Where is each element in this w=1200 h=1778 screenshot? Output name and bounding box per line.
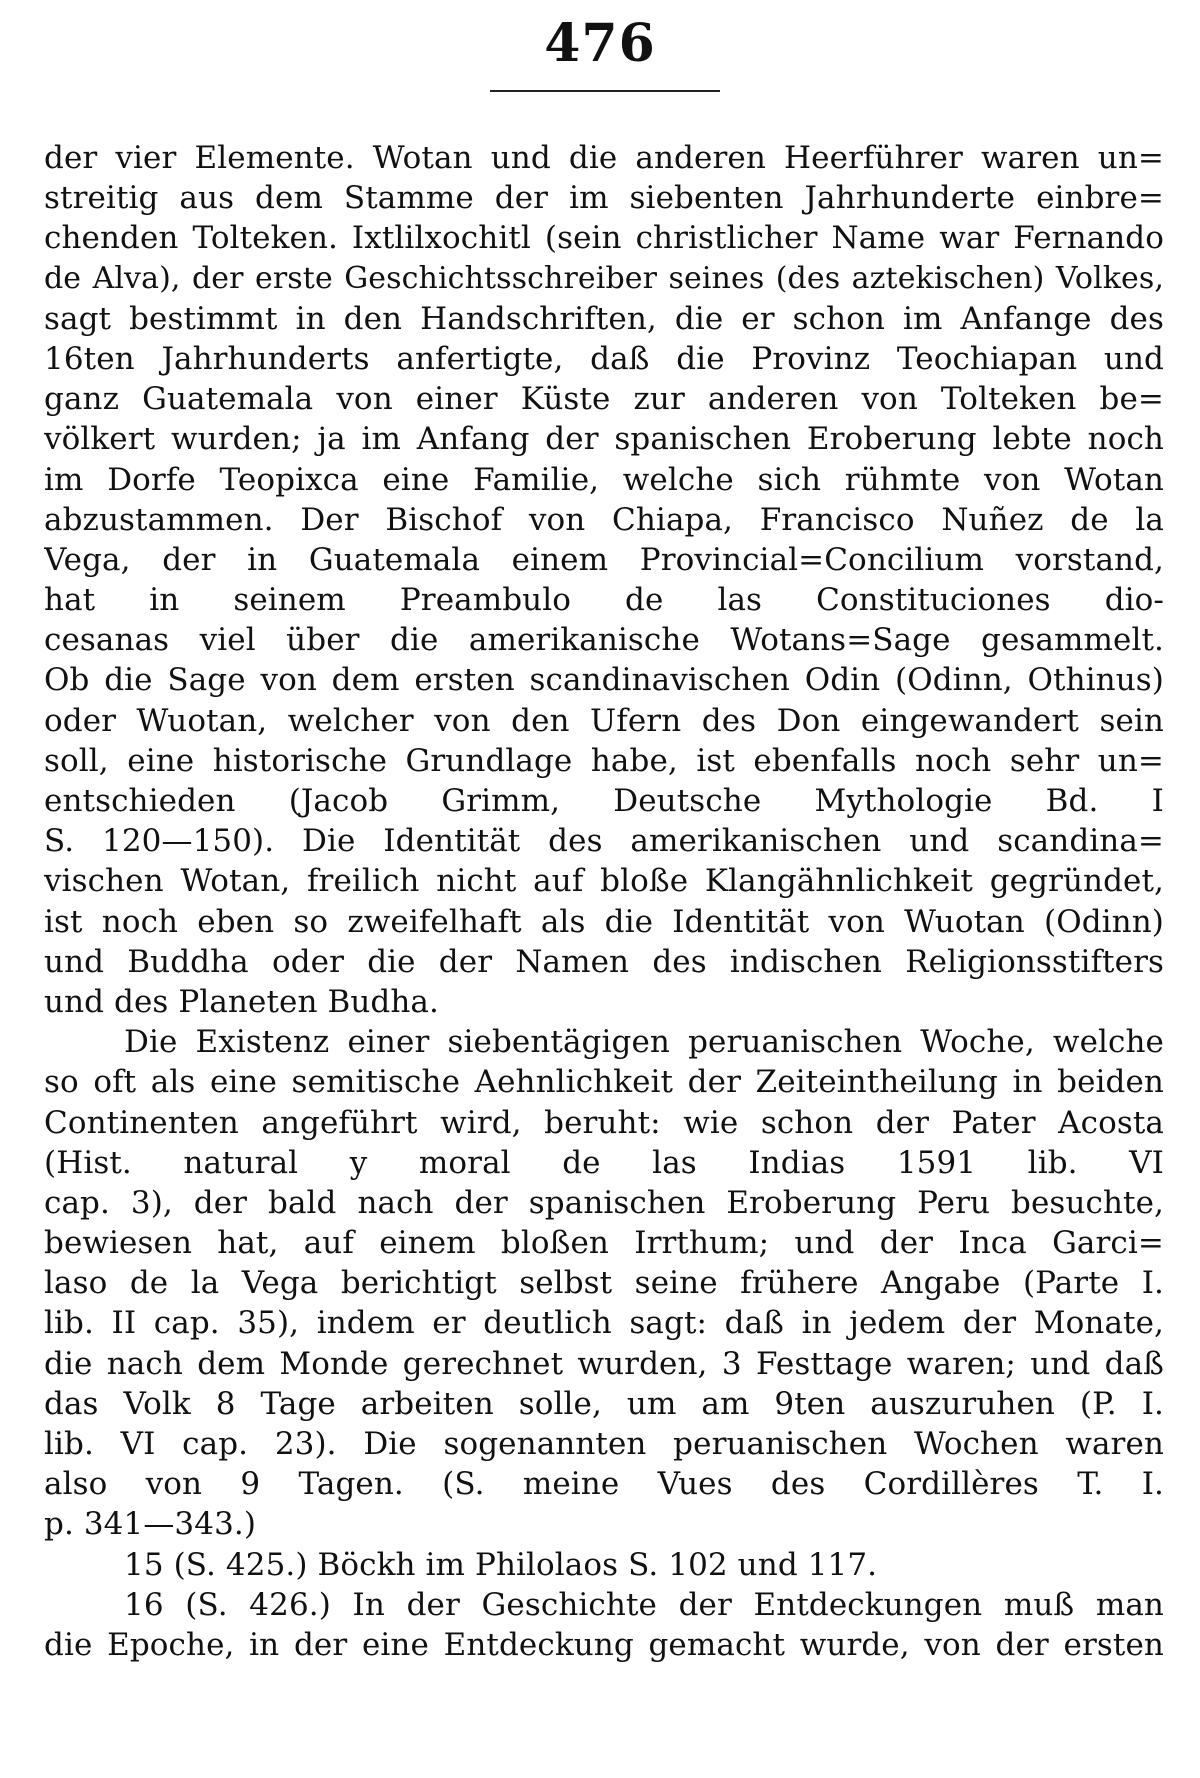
text-line: also von 9 Tagen. (S. meine Vues des Cordillères T. I. <box>44 1466 1164 1503</box>
text-line: der vier Elemente. Wotan und die anderen Heerführer waren un= <box>44 140 1164 176</box>
text-line: völkert wurden; ja im Anfang der spanischen Eroberung lebte noch <box>44 421 1164 458</box>
text-line: ist noch eben so zweifelhaft als die Identität von Wuotan (Odinn) <box>44 903 1164 940</box>
text-line: abzustammen. Der Bischof von Chiapa, Francisco Nuñez de la <box>44 501 1164 538</box>
text-line: Ob die Sage von dem ersten scandinavischen Odin (Odinn, Othinus) <box>44 662 1164 699</box>
text-line: Vega, der in Guatemala einem Provincial=Concilium vorstand, <box>44 541 1164 578</box>
text-line: laso de la Vega berichtigt selbst seine frühere Angabe (Parte I. <box>44 1265 1164 1302</box>
text-line: (Hist. natural y moral de las Indias 1591 lib. VI <box>44 1144 1164 1181</box>
text-line: S. 120—150). Die Identität des amerikanischen und scandina= <box>44 823 1164 860</box>
text-line: hat in seinem Preambulo de las Constituciones dio- <box>44 582 1164 619</box>
text-line: vischen Wotan, freilich nicht auf bloße Klangähnlichkeit gegründet, <box>44 863 1164 900</box>
text-line: 16 (S. 426.) In der Geschichte der Entdeckungen muß man <box>124 1586 1164 1623</box>
text-line: so oft als eine semitische Aehnlichkeit der Zeiteintheilung in beiden <box>44 1064 1164 1101</box>
text-line: 16ten Jahrhunderts anfertigte, daß die Provinz Teochiapan und <box>44 340 1164 377</box>
text-line: ganz Guatemala von einer Küste zur anderen von Tolteken be= <box>44 381 1164 418</box>
text-line: sagt bestimmt in den Handschriften, die er schon im Anfange des <box>44 300 1164 337</box>
text-line: im Dorfe Teopixca eine Familie, welche sich rühmte von Wotan <box>44 461 1164 498</box>
text-line: Continenten angeführt wird, beruht: wie schon der Pater Acosta <box>44 1104 1164 1141</box>
text-line: die nach dem Monde gerechnet wurden, 3 Festtage waren; und daß <box>44 1345 1164 1382</box>
text-line: 15 (S. 425.) Böckh im Philolaos S. 102 und 117. <box>124 1546 878 1583</box>
text-line: die Epoche, in der eine Entdeckung gemacht wurde, von der ersten <box>44 1626 1164 1663</box>
text-line: das Volk 8 Tage arbeiten solle, um am 9ten auszuruhen (P. I. <box>44 1385 1164 1422</box>
body-text <box>44 138 1164 1665</box>
text-line: und Buddha oder die der Namen des indischen Religionsstifters <box>44 943 1164 980</box>
text-line: streitig aus dem Stamme der im siebenten Jahrhunderte einbre= <box>44 180 1164 217</box>
text-line: lib. VI cap. 23). Die sogenannten peruanischen Wochen waren <box>44 1426 1164 1462</box>
text-line: de Alva), der erste Geschichtsschreiber seines (des aztekischen) Volkes, <box>44 260 1164 296</box>
text-line: cap. 3), der bald nach der spanischen Eroberung Peru besuchte, <box>44 1184 1164 1221</box>
text-line: p. 341—343.) <box>44 1506 257 1543</box>
text-line: entschieden (Jacob Grimm, Deutsche Mythologie Bd. I <box>44 783 1164 819</box>
text-line: bewiesen hat, auf einem bloßen Irrthum; und der Inca Garci= <box>44 1225 1164 1262</box>
text-line: lib. II cap. 35), indem er deutlich sagt: daß in jedem der Monate, <box>44 1305 1164 1342</box>
text-line: oder Wuotan, welcher von den Ufern des Don eingewandert sein <box>44 702 1164 739</box>
text-line: cesanas viel über die amerikanische Wotans=Sage gesammelt. <box>44 622 1164 659</box>
text-line: soll, eine historische Grundlage habe, ist ebenfalls noch sehr un= <box>44 742 1164 779</box>
header-rule <box>490 90 720 92</box>
text-line: und des Planeten Budha. <box>44 983 439 1020</box>
page-number: 476 <box>544 13 656 74</box>
text-line: chenden Tolteken. Ixtlilxochitl (sein christlicher Name war Fernando <box>44 220 1164 257</box>
text-line: Die Existenz einer siebentägigen peruanischen Woche, welche <box>124 1024 1164 1061</box>
